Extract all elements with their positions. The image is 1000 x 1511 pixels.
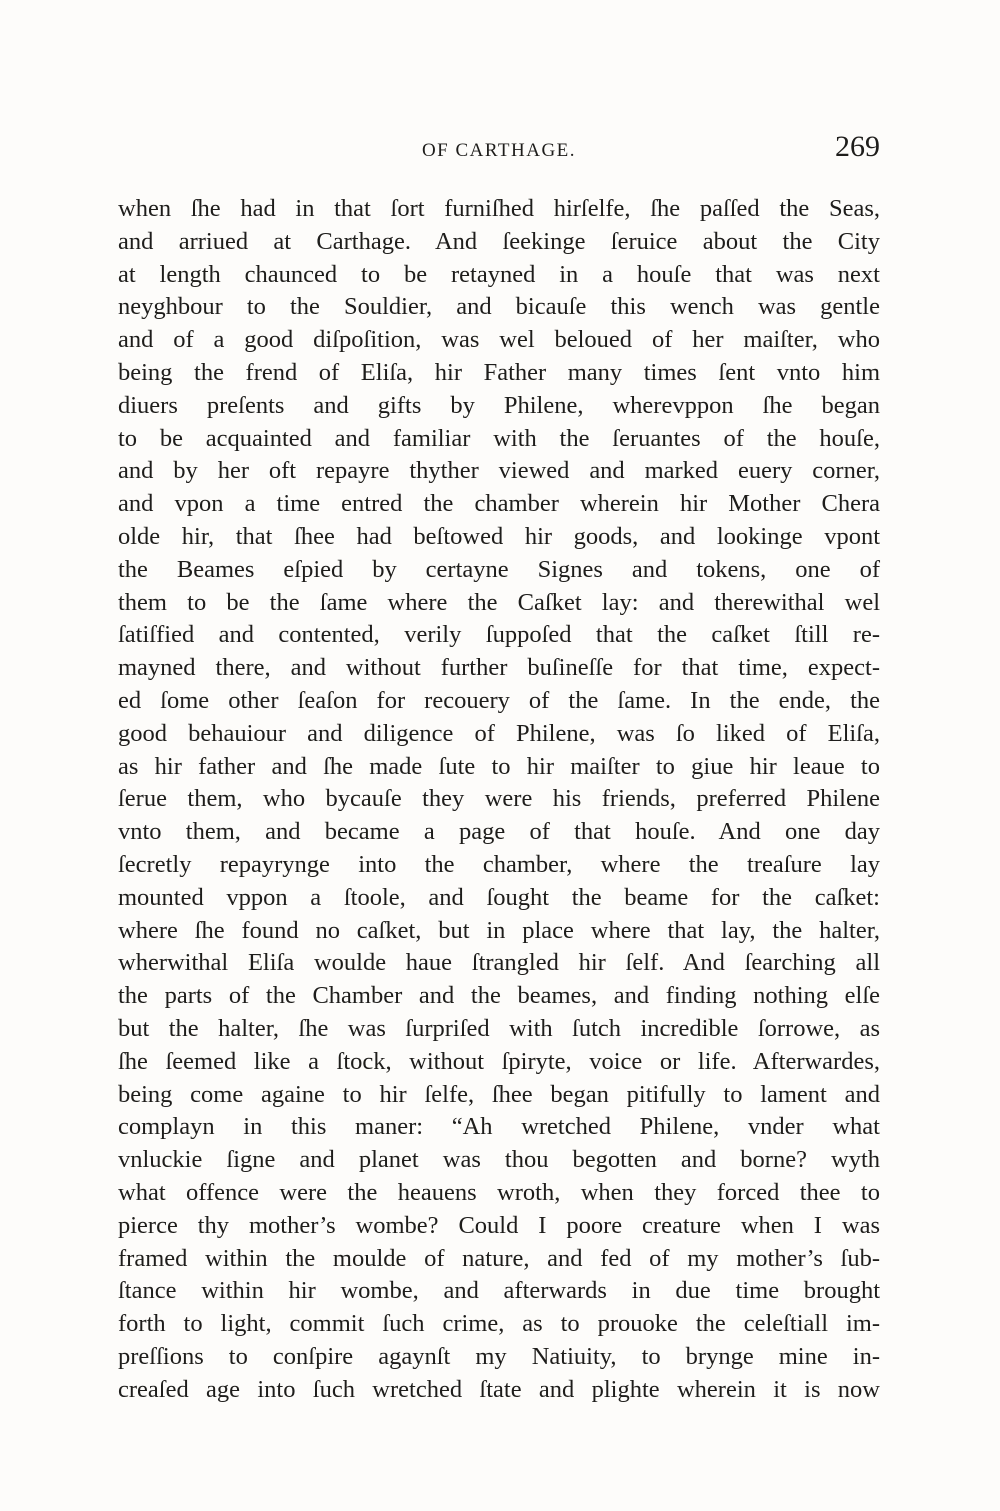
text-line: the Beames eſpied by certayne Signes and tokens, one of — [118, 555, 880, 583]
text-line: preſſions to conſpire agaynſt my Natiuity, to brynge mine in- — [118, 1342, 880, 1370]
running-head — [118, 128, 880, 184]
text-line: being come againe to hir ſelfe, ſhee began pitifully to lament and — [118, 1080, 880, 1108]
text-line: complayn in this maner: “Ah wretched Philene, vnder what — [118, 1113, 880, 1141]
text-line: and by her oft repayre thyther viewed and marked euery corner, — [118, 457, 880, 485]
text-line: mayned there, and without further buſineſſe for that time, expect- — [118, 654, 880, 682]
text-line: ed ſome other ſeaſon for recouery of the ſame. In the ende, the — [118, 686, 880, 714]
text-line: framed within the moulde of nature, and fed of my mother’s ſub- — [118, 1244, 880, 1272]
text-line: the parts of the Chamber and the beames, and finding nothing elſe — [118, 982, 880, 1010]
running-title: OF CARTHAGE. — [421, 140, 577, 161]
text-line: mounted vppon a ſtoole, and ſought the beame for the caſket: — [118, 883, 880, 911]
text-line: them to be the ſame where the Caſket lay: and therewithal wel — [118, 588, 880, 616]
text-line: where ſhe found no caſket, but in place where that lay, the halter, — [118, 916, 880, 944]
text-line: but the halter, ſhe was ſurpriſed with ſutch incredible ſorrowe, as — [118, 1014, 880, 1042]
text-line: ſhe ſeemed like a ſtock, without ſpiryte, voice or life. Afterwardes, — [118, 1047, 880, 1075]
text-line: vnto them, and became a page of that houſe. And one day — [118, 818, 880, 846]
text-line: creaſed age into ſuch wretched ſtate and plighte wherein it is now — [118, 1375, 880, 1403]
text-line: to be acquainted and familiar with the ſeruantes of the houſe, — [118, 424, 880, 452]
text-line: olde hir, that ſhee had beſtowed hir goods, and lookinge vpont — [118, 522, 880, 550]
text-line: pierce thy mother’s wombe? Could I poore creature when I was — [118, 1211, 880, 1239]
text-line: and vpon a time entred the chamber wherein hir Mother Chera — [118, 490, 880, 518]
text-line: good behauiour and diligence of Philene, was ſo liked of Eliſa, — [118, 719, 880, 747]
text-line: diuers preſents and gifts by Philene, wherevppon ſhe began — [118, 391, 880, 419]
text-line: what offence were the heauens wroth, when they forced thee to — [118, 1178, 880, 1206]
text-line: being the frend of Eliſa, hir Father many times ſent vnto him — [118, 358, 880, 386]
page-number: 269 — [835, 130, 880, 163]
text-line: as hir father and ſhe made ſute to hir maiſter to giue hir leaue to — [118, 752, 880, 780]
text-line: ſerue them, who bycauſe they were his friends, preferred Philene — [118, 785, 880, 813]
body-text — [118, 193, 880, 1406]
text-line: and of a good diſpoſition, was wel beloued of her maiſter, who — [118, 326, 880, 354]
text-line: when ſhe had in that ſort furniſhed hirſelfe, ſhe paſſed the Seas, — [118, 195, 880, 222]
text-line: ſtance within hir wombe, and afterwards in due time brought — [118, 1277, 880, 1305]
text-line: forth to light, commit ſuch crime, as to prouoke the celeſtiall im- — [118, 1310, 880, 1338]
text-line: ſecretly repayrynge into the chamber, where the treaſure lay — [118, 850, 880, 878]
text-line: ſatiſfied and contented, verily ſuppoſed that the caſket ſtill re- — [118, 621, 880, 649]
text-line: and arriued at Carthage. And ſeekinge ſeruice about the City — [118, 227, 880, 255]
text-line: neyghbour to the Souldier, and bicauſe this wench was gentle — [118, 293, 880, 321]
text-line: at length chaunced to be retayned in a houſe that was next — [118, 260, 880, 288]
text-line: vnluckie ſigne and planet was thou begotten and borne? wyth — [118, 1146, 880, 1174]
text-line: wherwithal Eliſa woulde haue ſtrangled hir ſelf. And ſearching all — [118, 949, 880, 977]
